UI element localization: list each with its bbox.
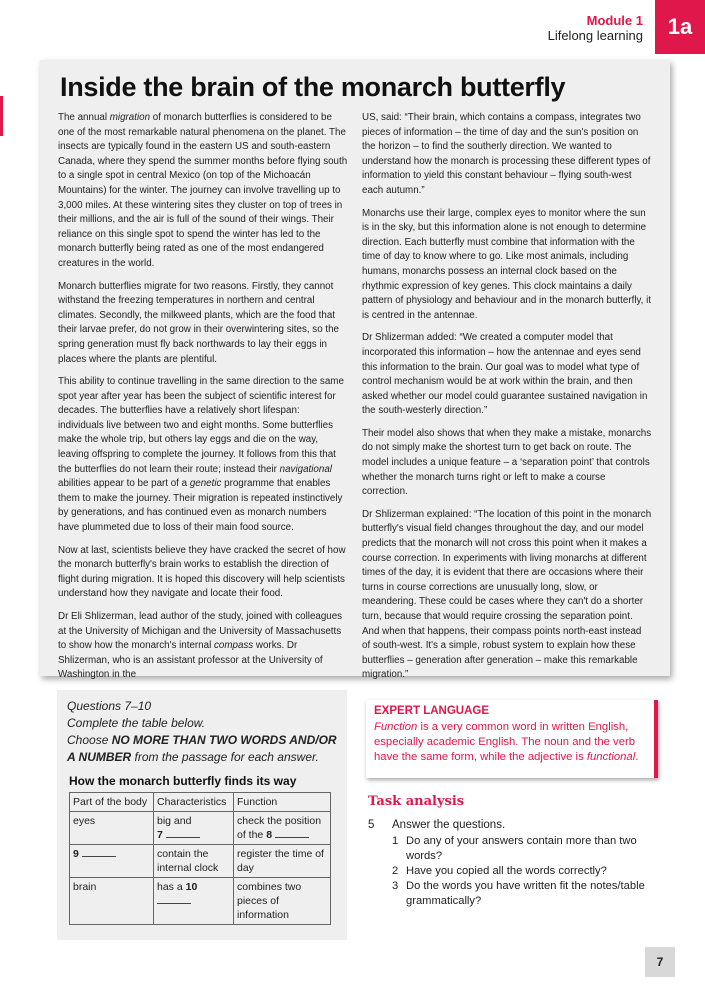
answer-blank[interactable] <box>166 829 200 838</box>
paragraph: Dr Shlizerman added: “We created a computer model that incorporated this information – how the antennae and eyes send this information to the brain. Our goal was to model what type of control mechanism would be at work within the brain, and then asked whether our model could guarantee sustained navigation in the south-westerly direction.” <box>362 332 648 417</box>
answer-blank[interactable] <box>82 848 116 857</box>
table-cell: eyes <box>70 812 154 845</box>
paragraph: Monarchs use their large, complex eyes to monitor where the sun is in the sky, but this information alone is not enough to determine direction. Each butterfly must combine that information with the time of day to know where to go. Like most animals, including humans, monarchs possess an internal clock based on the rhythmic expression of key genes. This clock maintains a daily pattern of physiology and behaviour and in the monarch butterfly, it is centred in the antennae. <box>362 207 652 321</box>
article-column-right <box>362 111 652 691</box>
answer-blank[interactable] <box>275 829 309 838</box>
paragraph: Now at last, scientists believe they have cracked the secret of how the monarch butterfly's brain works to establish the direction of flight during migration. It is hoped this discovery will help scientists understand how they navigate and locate their food. <box>58 544 346 600</box>
paragraph: US, said: “Their brain, which contains a compass, integrates two pieces of information – the time of day and the sun's position on the horizon – to find the southerly direction. We wanted to understand how the monarch is processing these different types of information to yield this constant behaviour – flying south-west each autumn.” <box>362 112 651 196</box>
table-header: Part of the body <box>70 793 154 812</box>
task-title: Task analysis <box>368 794 465 809</box>
table-cell: combines two pieces of information <box>234 878 331 925</box>
questions-instruction: Choose NO MORE THAN TWO WORDS AND/OR A NUMBER from the passage for each answer. <box>67 733 337 764</box>
table-cell: check the position of the 8 <box>234 812 331 845</box>
questions-range: Questions 7–10 <box>67 699 152 713</box>
task-list <box>392 834 668 909</box>
expert-text: Function is a very common word in written English, especially academic English. The noun and the verb have the same form, while the adjective is functional. <box>374 721 639 763</box>
table-header: Characteristics <box>154 793 234 812</box>
paragraph: Their model also shows that when they make a mistake, monarchs do not simply make the shortest turn to get back on route. The model includes a unique feature – a ‘separation point’ that controls whether the monarch turns right or left to make a course correction. <box>362 427 652 498</box>
task-number: 5 <box>368 819 375 831</box>
article-column-left <box>58 111 348 691</box>
paragraph: This ability to continue travelling in the same direction to the same spot year after year has been the subject of scientific interest for decades. The butterflies have a relatively short lifespan: individuals live between two and eight months. Some butterflies make the whole trip, but others lay eggs and die on the way, leaving offspring to complete the journey. It follows from this that the butterflies do not learn their route; instead their navigational abilities appear to be part of a genetic programme that enables them to make the journey. Their migration is repeated instinctively by generations, and has continued even as monarch numbers have plummeted due to loss of their main food source. <box>58 376 344 534</box>
table-header: Function <box>234 793 331 812</box>
expert-title: EXPERT LANGUAGE <box>374 705 490 717</box>
answer-blank[interactable] <box>157 895 191 904</box>
paragraph: Dr Shlizerman explained: “The location of this point in the monarch butterfly's visual field changes throughout the day, and our model predicts that the monarch will not cross this point when it makes a course correction. In experiments with living monarchs at different times of the day, it is evident that there are occasions where their turns in course corrections are unusually long, slow, or meandering. These could be cases where they can't do a shorter turn, because that would require crossing the separation point. And when that happens, their compass points north-east instead of south-west. It's a simple, robust system to explain how these butterflies – generation after generation – make this remarkable migration.” <box>362 508 652 681</box>
table-row <box>70 878 331 925</box>
page-number: 7 <box>645 947 675 977</box>
table-cell: brain <box>70 878 154 925</box>
table-row <box>70 812 331 845</box>
margin-marker <box>0 96 3 136</box>
table-cell: contain the internal clock <box>154 845 234 878</box>
expert-language-box <box>366 700 658 778</box>
article-panel <box>40 60 670 681</box>
questions-instruction: Complete the table below. <box>67 716 206 730</box>
table-cell: 9 <box>70 845 154 878</box>
list-item: 2 Have you copied all the words correctly? <box>392 865 607 877</box>
task-analysis <box>368 794 668 909</box>
table-cell: register the time of day <box>234 845 331 878</box>
list-item: 1 Do any of your answers contain more than two words? <box>392 835 637 862</box>
list-item: 3 Do the words you have written fit the notes/table grammatically? <box>392 880 645 907</box>
unit-tab: 1a <box>655 0 705 54</box>
table-cell: big and 7 <box>154 812 234 845</box>
module-label: Module 1 <box>586 13 643 28</box>
paragraph: Dr Eli Shlizerman, lead author of the study, joined with colleagues at the University of Michigan and the University of Massachusetts to show how the monarch's internal compass works. Dr Shlizerman, who is an assistant professor at the University of Washington in the <box>58 611 343 681</box>
questions-box <box>57 690 347 940</box>
task-question <box>368 817 668 833</box>
module-header <box>548 14 643 44</box>
notes-table <box>69 792 331 925</box>
table-row <box>70 845 331 878</box>
table-cell: has a 10 <box>154 878 234 925</box>
table-title: How the monarch butterfly finds its way <box>69 774 297 788</box>
paragraph: The annual migration of monarch butterflies is considered to be one of the most remarkable natural phenomena on the planet. The insects are typically found in the eastern US and south-eastern Canada, where they spend the summer months before flying south to a single spot in central Mexico (on top of the Michoacán Mountains) for the winter. The journey can involve travelling up to 3,000 miles. At these wintering sites they cluster on top of trees in their millions, and the air is full of the sound of their wings. Their reliance on this single spot to spend the winter has led to the monarch butterfly being rated as one of the most endangered creatures in the world. <box>58 112 348 269</box>
paragraph: Monarch butterflies migrate for two reasons. Firstly, they cannot withstand the freezing temperatures in northern and central climates. Secondly, the milkweed plants, which are the food that their larvae prefer, do not grow in their overwintering sites, so the spring generation must fly back northwards to lay their eggs in places where the plants are plentiful. <box>58 280 339 365</box>
table-header-row <box>70 793 331 812</box>
article-title: Inside the brain of the monarch butterfly <box>60 72 566 102</box>
task-prompt: Answer the questions. <box>392 819 506 831</box>
module-subtitle: Lifelong learning <box>547 27 643 43</box>
